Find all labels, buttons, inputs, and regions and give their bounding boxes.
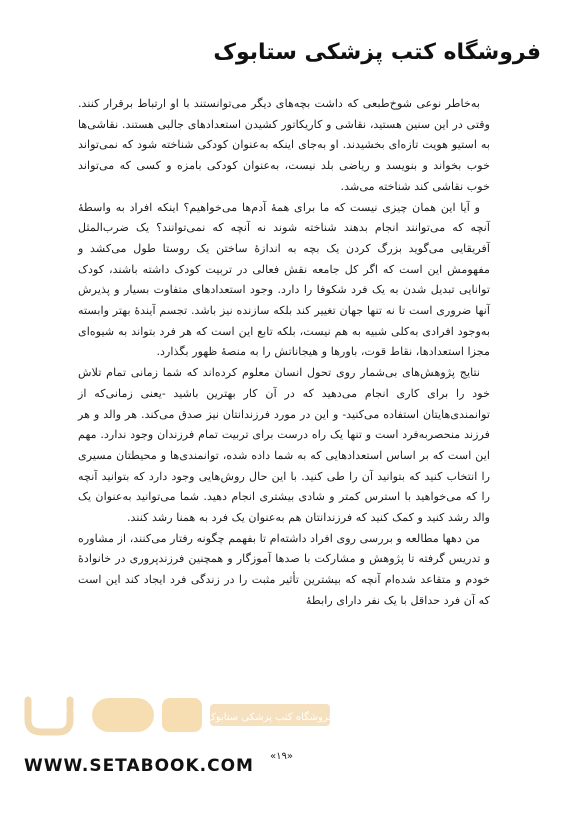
- page-number: «۱۹»: [270, 751, 293, 762]
- paragraph-1: به‌خاطر نوعی شوخ‌طبعی که داشت بچه‌های دیگر می‌توانستند با او ارتباط برقرار کنند. وقتی در این سنین هستید، نقاشی و کاریکاتور کشیدن استعدادهای جالبی هستند. نقاشی‌ها به استیو هویت تازه‌ای بخشیدند. او به‌جای اینکه به‌عنوان کودکی شناخته شود که نمی‌تواند خوب بخواند و بنویسد و ریاضی بلد نیست، به‌عنوان کودکی بامزه و کسی که می‌تواند خوب نقاشی کند شناخته می‌شد.: [78, 97, 490, 193]
- paragraph-3: نتایج پژوهش‌های بی‌شمار روی تحول انسان معلوم کرده‌اند که شما زمانی تمام تلاش خود را برای کاری انجام می‌دهید که در آن کار بهترین باشید -یعنی زمانی‌که از توانمندی‌هایتان استفاده می‌کنید- و این در مورد فرزندانتان نیز صدق می‌کند. هر والد و هر فرزند منحصربه‌فرد است و تنها یک راه درست برای تربیت تمام فرزندان وجود ندارد. مهم این است که بر اساس استعدادهایی که به شما داده شده، توانمندی‌ها و محیطتان مسیری را انتخاب کنید که بتوانید آن را طی کنید. با این حال روش‌هایی وجود دارد که بتوانید آنچه را که می‌خواهید با استرس کمتر و شادی بیشتری انجام دهید. شما می‌توانید به‌عنوان یک والد رشد کنید و کمک کنید که فرزندانتان هم به‌عنوان یک فرد به همنا رشد کنند.: [78, 366, 490, 525]
- website-watermark: WWW.SETABOOK.COM: [24, 756, 254, 776]
- setabook-watermark-logo: [22, 690, 334, 738]
- watermark-logo-caption: فروشگاه کتب پزشکی ستابوک: [206, 712, 334, 723]
- body-text: [78, 94, 490, 612]
- paragraph-4: من دهها مطالعه و بررسی روی افراد داشته‌ام تا بفهمم چگونه رفتار می‌کنند، از مشاوره و تدریس گرفته تا پژوهش و مشارکت با صدها آموزگار و همچنین فرزندپروری در خانوادهٔ خودم و متقاعد شده‌ام آنچه که بیشترین تأثیر مثبت را در زندگی فرد ایجاد کند این است که آن فرد حداقل با یک نفر دارای رابطهٔ: [78, 531, 490, 607]
- paragraph-2: و آیا این همان چیزی نیست که ما برای همهٔ آدم‌ها می‌خواهیم؟ اینکه افراد به واسطهٔ آنچه که می‌توانند انجام بدهند شناخته شوند نه آنچه که نمی‌توانند؟ یک ضرب‌المثل آفریقایی می‌گوید بزرگ کردن یک بچه به اندازهٔ ساختن یک روستا طول می‌کشد و مفهومش این است که اگر کل جامعه نقش فعالی در تربیت کودک داشته باشند، کودک توانایی تبدیل شدن به یک فرد شکوفا را دارد. وجود استعدادهای متفاوت بسیار و پذیرش آنها ضروری است تا نه تنها جهان تغییر کند بلکه سازنده نیز باشد. تجسم آیندهٔ بهتر وابسته به‌وجود افرادی به‌کلی شبیه به هم نیست، بلکه تابع این است که هر فرد بتواند به شیوه‌ای مجزا استعدادها، نقاط قوت، باورها و هیجاناتش را به منصهٔ ظهور بگذارد.: [78, 200, 490, 359]
- page-header-title: فروشگاه کتب پزشکی ستابوک: [213, 40, 541, 65]
